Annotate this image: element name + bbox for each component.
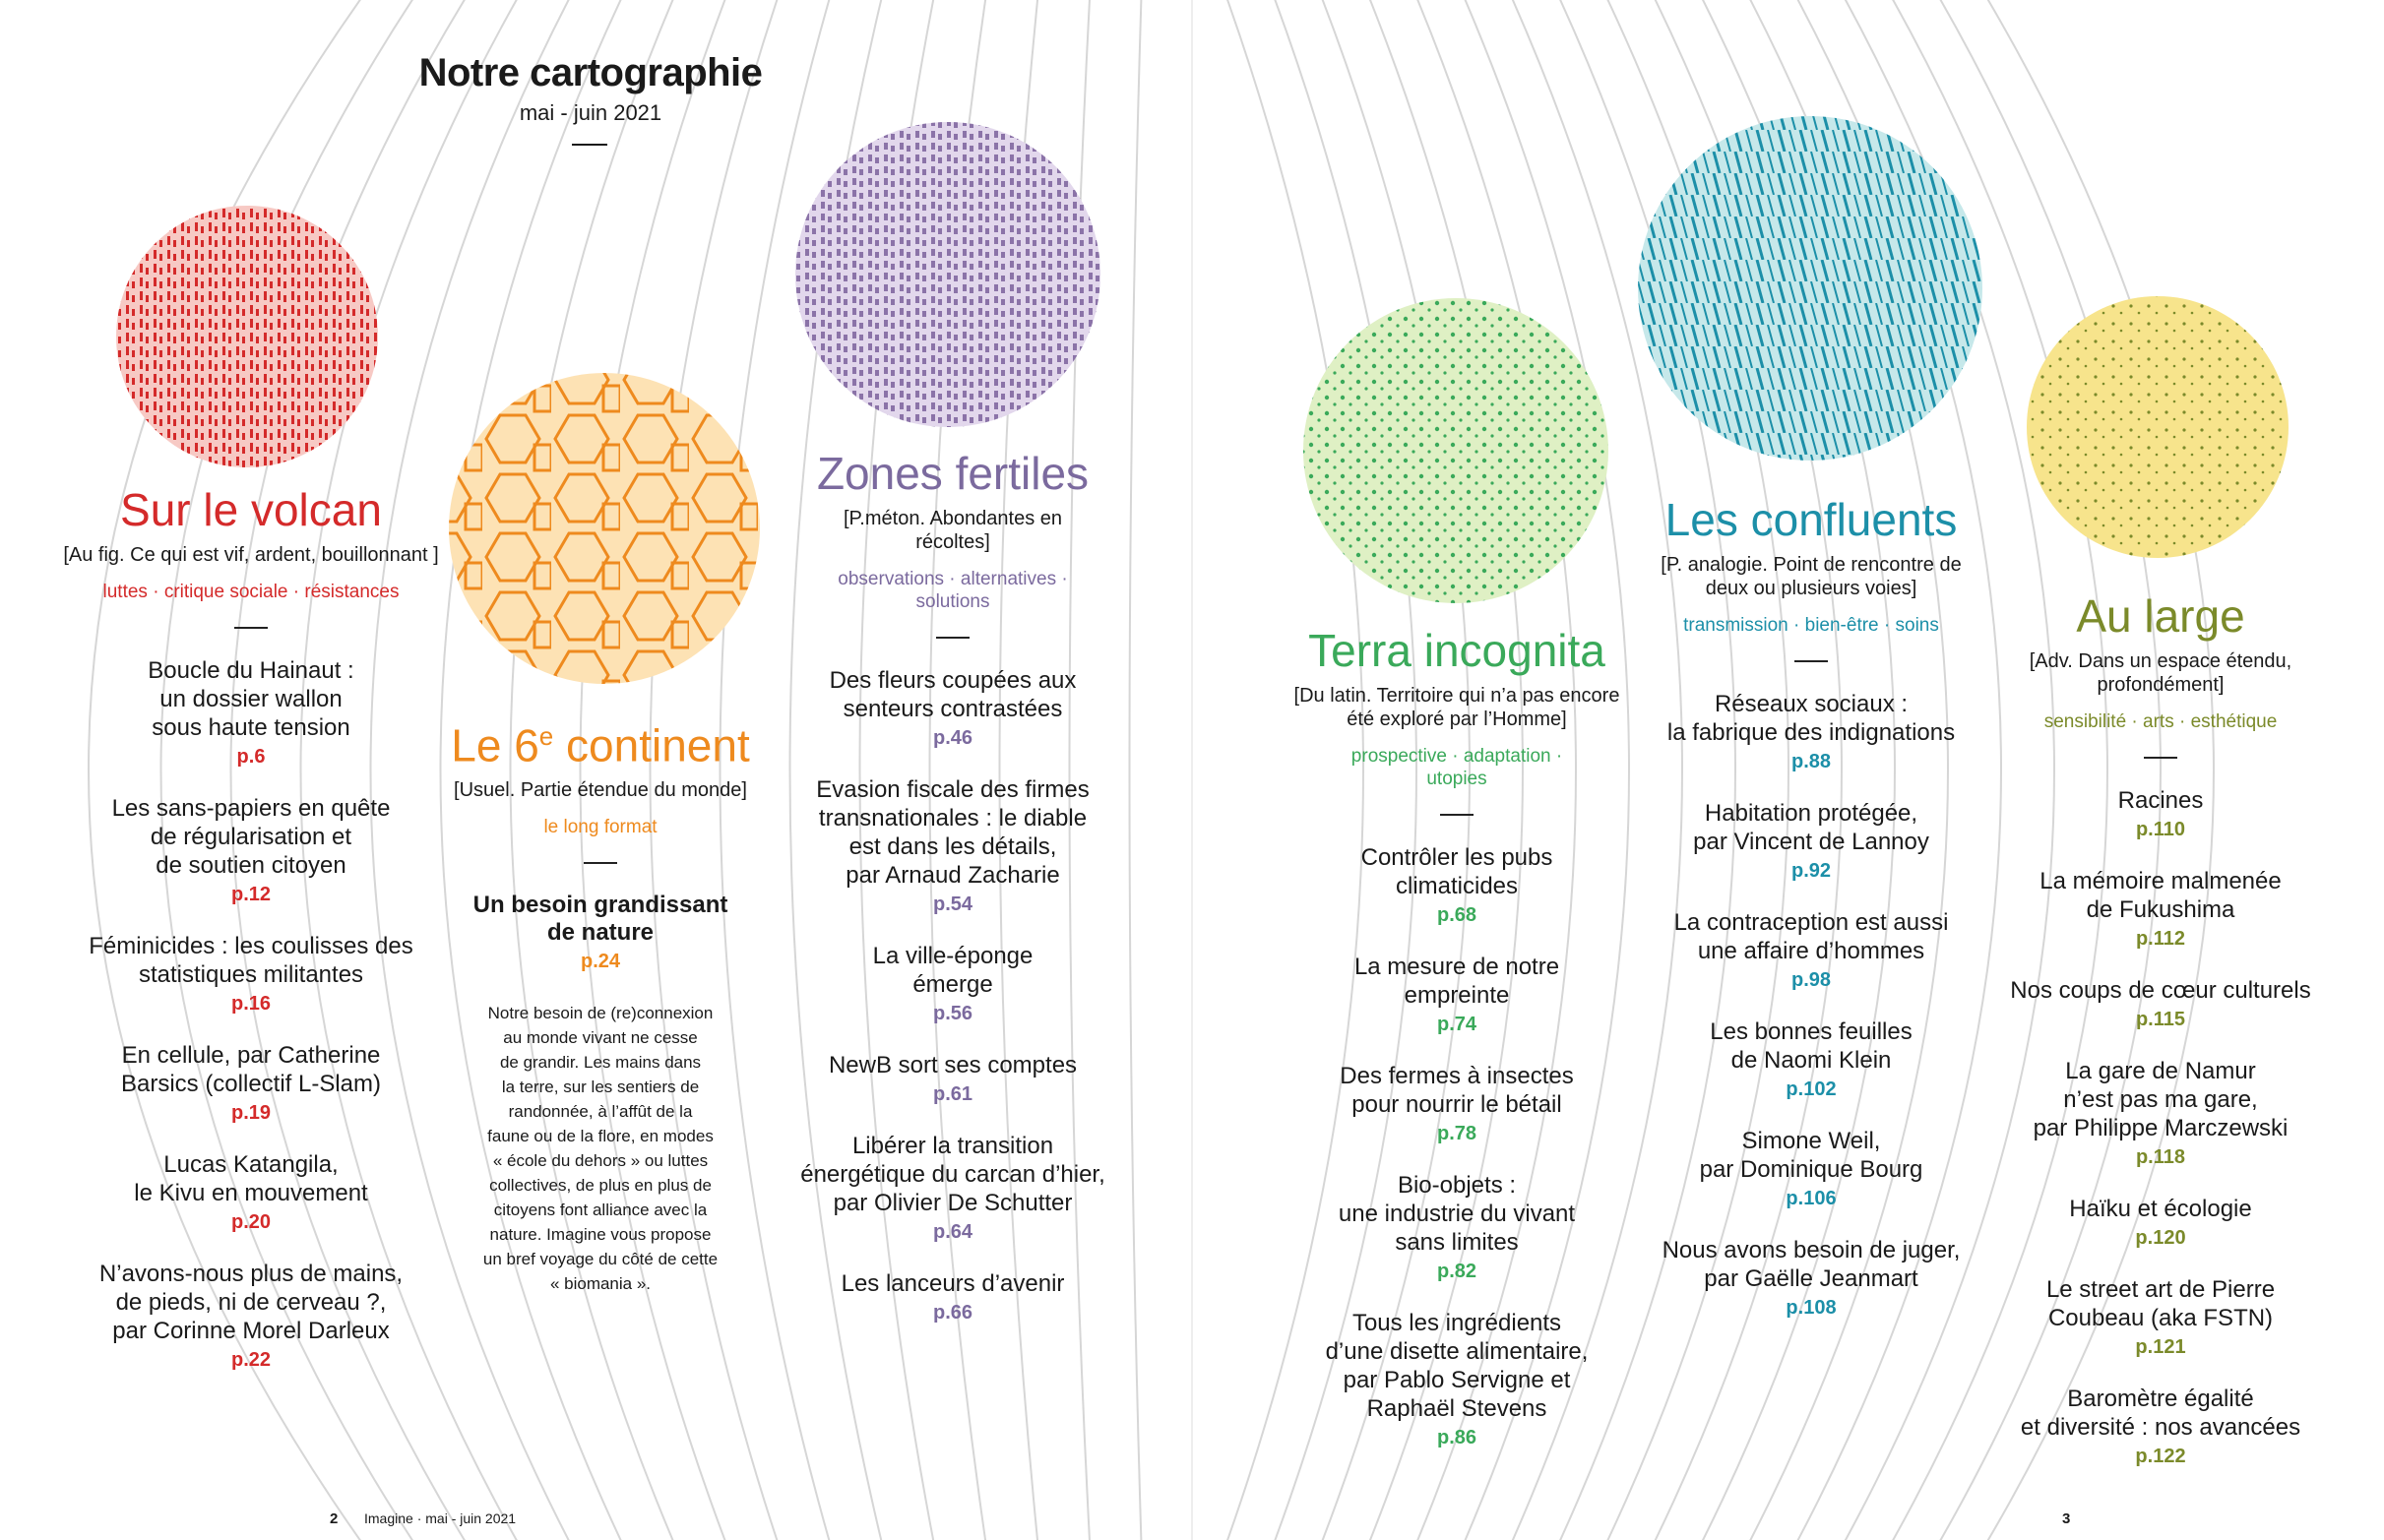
section-title: Terra incognita (1308, 625, 1605, 676)
section-divider (1794, 660, 1828, 662)
section-divider (584, 862, 617, 864)
article-title[interactable]: Simone Weil, par Dominique Bourg (1699, 1128, 1923, 1183)
article-title[interactable]: Contrôler les pubs climaticides (1360, 844, 1553, 899)
article-page[interactable]: p.82 (1436, 1261, 1477, 1282)
article-entry[interactable] (1983, 867, 2338, 951)
article-page[interactable]: p.68 (1436, 904, 1477, 926)
section-divider (1440, 814, 1474, 816)
section-title: Le 6e continent (451, 719, 750, 771)
article-page[interactable]: p.110 (2135, 819, 2186, 840)
article-entry[interactable] (1983, 1057, 2338, 1169)
section-definition: [P. analogie. Point de rencontre de deux ou plusieurs voies] (1661, 554, 1962, 599)
section-title: Au large (2076, 590, 2245, 642)
feature-title[interactable]: Un besoin grandissant de nature (472, 892, 728, 947)
article-title[interactable]: Bio-objets : une industrie du vivant sans limites (1338, 1172, 1576, 1256)
title-divider (572, 144, 607, 146)
article-page[interactable]: p.121 (2135, 1336, 2186, 1358)
article-entry[interactable] (54, 1260, 448, 1372)
section-volcan (54, 484, 448, 1397)
article-title[interactable]: Des fermes à insectes pour nourrir le bétail (1340, 1063, 1574, 1118)
article-title[interactable]: En cellule, par Catherine Barsics (collectif L-Slam) (120, 1042, 382, 1097)
article-entry[interactable] (1614, 1236, 2008, 1320)
section-large (1983, 590, 2338, 1494)
article-page[interactable]: p.16 (230, 993, 272, 1015)
article-page[interactable]: p.12 (230, 884, 272, 905)
article-entry[interactable] (766, 942, 1140, 1025)
zones-circle-icon (795, 122, 1100, 427)
article-title[interactable]: La contraception est aussi une affaire d’hommes (1673, 909, 1949, 964)
article-entry[interactable] (1614, 908, 2008, 992)
article-page[interactable]: p.56 (932, 1003, 973, 1024)
article-title[interactable]: NewB sort ses comptes (828, 1052, 1078, 1078)
article-page[interactable]: p.118 (2135, 1146, 2186, 1168)
article-entry[interactable] (1983, 786, 2338, 841)
article-title[interactable]: La mémoire malmenée de Fukushima (2039, 868, 2282, 923)
article-title[interactable]: Habitation protégée, par Vincent de Lannoy (1693, 800, 1929, 855)
article-entry[interactable] (1983, 1195, 2338, 1250)
article-title[interactable]: Tous les ingrédients d’une disette alimentaire, par Pablo Servigne et Raphaël Stevens (1325, 1310, 1589, 1422)
section-tags: sensibilité · arts · esthétique (2043, 711, 2278, 732)
article-page[interactable]: p.102 (1786, 1078, 1837, 1100)
article-entry[interactable] (54, 656, 448, 769)
article-entry[interactable] (54, 932, 448, 1016)
article-page[interactable]: p.22 (230, 1349, 272, 1371)
article-page[interactable]: p.78 (1436, 1123, 1477, 1144)
section-terra (1270, 625, 1644, 1475)
section-tags: le long format (543, 817, 658, 838)
section-tags: prospective · adaptation · utopies (1350, 746, 1563, 789)
section-divider (2144, 757, 2177, 759)
article-title[interactable]: Les bonnes feuilles de Naomi Klein (1710, 1018, 1913, 1074)
section-title: Les confluents (1664, 494, 1958, 545)
section-zones (766, 448, 1140, 1350)
section-definition: [Du latin. Territoire qui n’a pas encore été exploré par l’Homme] (1293, 685, 1620, 730)
article-entry[interactable] (1983, 976, 2338, 1031)
article-page[interactable]: p.64 (932, 1221, 973, 1243)
article-entry[interactable] (54, 794, 448, 906)
article-title[interactable]: Lucas Katangila, le Kivu en mouvement (134, 1151, 368, 1206)
article-title[interactable]: Des fleurs coupées aux senteurs contrastées (829, 667, 1077, 722)
article-title[interactable]: Le street art de Pierre Coubeau (aka FSTN) (2045, 1276, 2276, 1331)
article-page[interactable]: p.20 (230, 1211, 272, 1233)
continent-circle-icon (449, 373, 760, 684)
article-page[interactable]: p.120 (2135, 1227, 2186, 1249)
section-definition: [Adv. Dans un espace étendu, profondément] (2029, 650, 2292, 696)
article-title[interactable]: Nous avons besoin de juger, par Gaëlle Jeanmart (1662, 1237, 1961, 1292)
article-title[interactable]: Haïku et écologie (2069, 1196, 2252, 1222)
article-entry[interactable] (1270, 1309, 1644, 1449)
section-title: Sur le volcan (120, 484, 382, 535)
article-title[interactable]: Les sans-papiers en quête de régularisation et de soutien citoyen (111, 795, 391, 879)
article-entry[interactable] (766, 1051, 1140, 1106)
article-title[interactable]: La ville-éponge émerge (872, 943, 1034, 998)
article-page[interactable]: p.122 (2135, 1446, 2186, 1467)
volcano-circle-icon (116, 206, 378, 467)
article-page[interactable]: p.54 (932, 893, 973, 915)
article-title[interactable]: Baromètre égalité et diversité : nos avancées (2020, 1386, 2301, 1441)
section-title: Zones fertiles (816, 448, 1090, 499)
article-entry[interactable] (1614, 1127, 2008, 1210)
article-title[interactable]: Féminicides : les coulisses des statistiques militantes (89, 933, 413, 988)
article-title[interactable]: La mesure de notre empreinte (1353, 954, 1560, 1009)
article-title[interactable]: Réseaux sociaux : la fabrique des indignations (1666, 691, 1956, 746)
section-divider (936, 637, 970, 639)
article-entry[interactable] (1270, 843, 1644, 927)
left-page-number: 2 (330, 1510, 339, 1527)
magazine-footer: Imagine · mai - juin 2021 (364, 1510, 517, 1526)
article-entry[interactable] (766, 666, 1140, 750)
article-entry[interactable] (1614, 1017, 2008, 1101)
confluents-circle-icon (1638, 116, 1982, 461)
article-page[interactable]: p.6 (236, 746, 266, 768)
article-page[interactable]: p.106 (1786, 1188, 1837, 1209)
section-definition: [Au fig. Ce qui est vif, ardent, bouillonnant ] (63, 544, 439, 566)
section-tags: luttes · critique sociale · résistances (102, 582, 400, 602)
article-page[interactable]: p.66 (932, 1302, 973, 1324)
article-page[interactable]: p.88 (1790, 751, 1832, 772)
feature-page[interactable]: p.24 (580, 951, 621, 973)
article-page[interactable]: p.115 (2135, 1009, 2186, 1030)
article-page[interactable]: p.108 (1786, 1297, 1837, 1319)
article-entry[interactable] (1614, 690, 2008, 773)
article-page[interactable]: p.86 (1436, 1427, 1477, 1448)
article-entry[interactable] (766, 1269, 1140, 1324)
article-entry[interactable] (766, 775, 1140, 916)
section-continent (423, 710, 778, 1296)
article-page[interactable]: p.61 (932, 1083, 973, 1105)
section-tags: transmission · bien-être · soins (1683, 615, 1939, 636)
article-title[interactable]: Libérer la transition énergétique du carcan d’hier, par Olivier De Schutter (800, 1133, 1105, 1216)
feature-body: Notre besoin de (re)connexion au monde vivant ne cesse de grandir. Les mains dans la terre, sur les sentiers de randonnée, à l’affût de la faune ou de la flore, en modes « école du dehors » ou luttes collectives, de plus en plus de citoyens font alliance avec la nature. Imagine vous propose un bref voyage du côté de cette « biomania ». (482, 1004, 719, 1294)
section-confluents (1614, 494, 2008, 1345)
article-page[interactable]: p.46 (932, 727, 973, 749)
article-page[interactable]: p.74 (1436, 1014, 1477, 1035)
article-title[interactable]: Les lanceurs d’avenir (841, 1270, 1065, 1297)
section-definition: [P.méton. Abondantes en récoltes] (843, 508, 1063, 553)
page-title: Notre cartographie (418, 51, 763, 94)
section-definition: [Usuel. Partie étendue du monde] (454, 779, 747, 802)
article-entry[interactable] (54, 1150, 448, 1234)
article-title[interactable]: N’avons-nous plus de mains, de pieds, ni de cerveau ?, par Corinne Morel Darleux (98, 1261, 404, 1344)
right-page-number: 3 (2062, 1510, 2071, 1527)
article-entry[interactable] (54, 1041, 448, 1125)
article-entry[interactable] (1270, 1062, 1644, 1145)
article-entry[interactable] (1983, 1275, 2338, 1359)
article-title[interactable]: Nos coups de cœur culturels (2010, 977, 2311, 1004)
large-circle-icon (2027, 296, 2289, 558)
section-divider (234, 627, 268, 629)
article-entry[interactable] (1270, 953, 1644, 1036)
article-entry[interactable] (766, 1132, 1140, 1244)
article-page[interactable]: p.112 (2135, 928, 2186, 950)
article-title[interactable]: La gare de Namur n’est pas ma gare, par Philippe Marczewski (2033, 1058, 2289, 1141)
article-title[interactable]: Evasion fiscale des firmes transnationales : le diable est dans les détails, par Arnaud Zacharie (816, 776, 1090, 889)
article-page[interactable]: p.92 (1790, 860, 1832, 882)
article-entry[interactable] (1270, 1171, 1644, 1283)
article-page[interactable]: p.19 (230, 1102, 272, 1124)
article-entry[interactable] (1983, 1385, 2338, 1468)
article-page[interactable]: p.98 (1790, 969, 1832, 991)
article-entry[interactable] (1614, 799, 2008, 883)
section-tags: observations · alternatives · solutions (838, 569, 1068, 612)
page-date: mai - juin 2021 (519, 100, 662, 125)
terra-circle-icon (1303, 298, 1608, 603)
article-title[interactable]: Boucle du Hainaut : un dossier wallon sous haute tension (148, 657, 354, 741)
article-title[interactable]: Racines (2117, 787, 2204, 814)
